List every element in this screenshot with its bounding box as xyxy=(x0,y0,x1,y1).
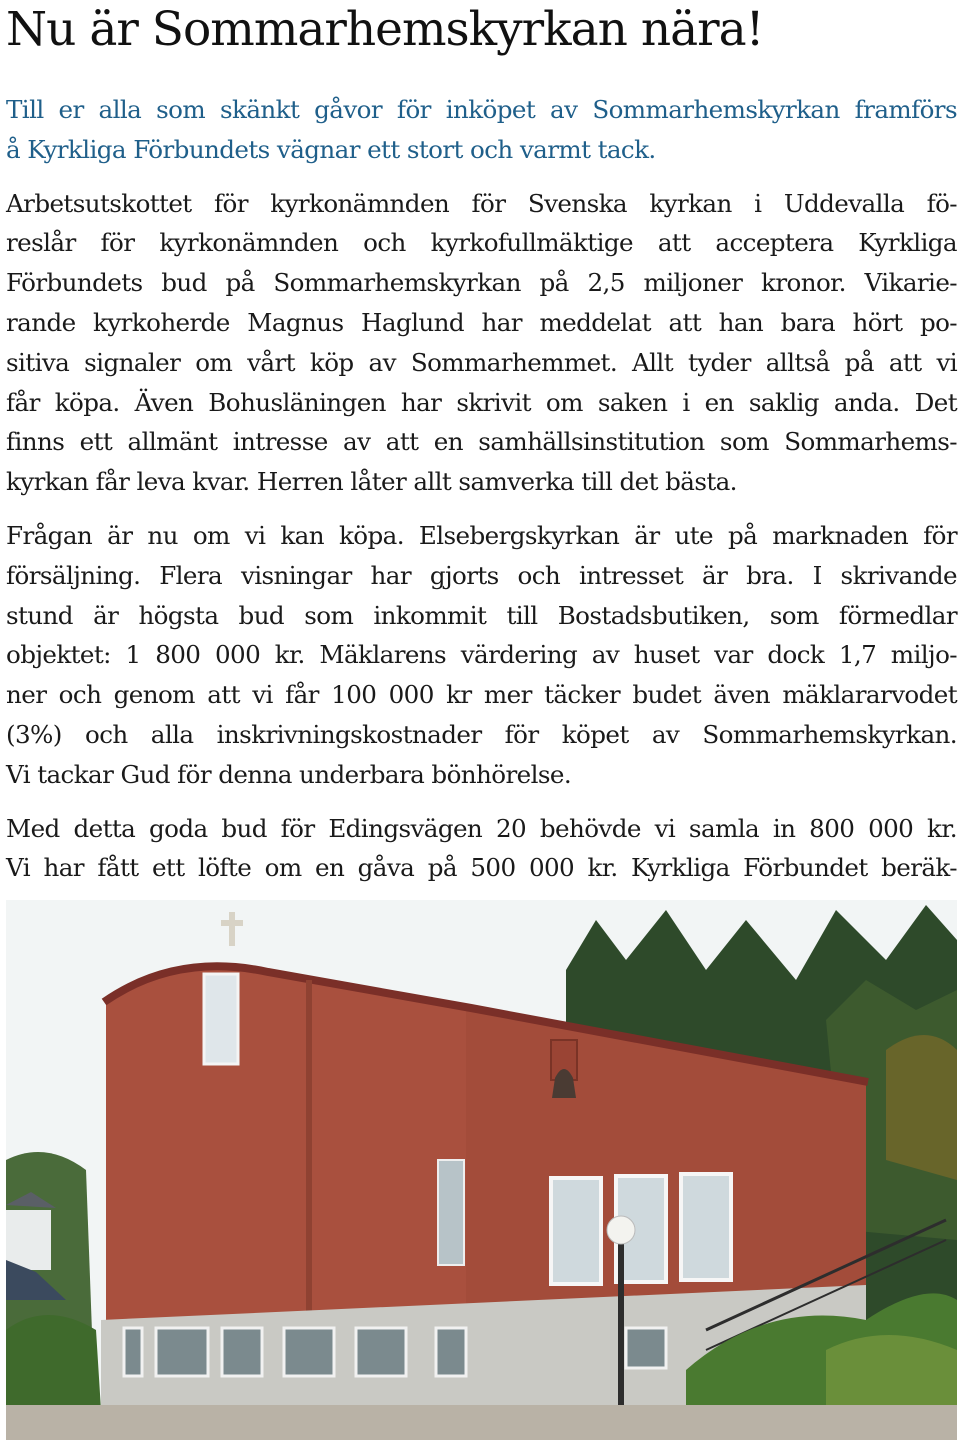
text-line: finns ett allmänt intresse av att en samhällsinstitution som Sommarhems- xyxy=(6,427,957,457)
text-line: Frågan är nu om vi kan köpa. Elsebergskyrkan är ute på marknaden för xyxy=(6,520,957,550)
church-illustration xyxy=(6,900,957,1440)
text-line: reslår för kyrkonämnden och kyrkofullmäktige att acceptera Kyrkliga xyxy=(6,228,957,258)
text-line: Vi tackar Gud för denna underbara bönhörelse. xyxy=(6,759,572,789)
text-line: objektet: 1 800 000 kr. Mäklarens värdering av huset var dock 1,7 miljo- xyxy=(6,640,957,670)
text-line: ner och genom att vi får 100 000 kr mer täcker budet även mäklararvodet xyxy=(6,680,957,710)
text-line: Vi har fått ett löfte om en gåva på 500 000 kr. Kyrkliga Förbundet beräk- xyxy=(6,853,957,883)
text-line: sitiva signaler om vårt köp av Sommarhemmet. Allt tyder alltså på att vi xyxy=(6,347,957,377)
church-photo xyxy=(6,900,957,1440)
text-line: Med detta goda bud för Edingsvägen 20 behövde vi samla in 800 000 kr. xyxy=(6,813,957,843)
text-line: å Kyrkliga Förbundets vägnar ett stort och varmt tack. xyxy=(6,134,656,164)
text-line: (3%) och alla inskrivningskostnader för köpet av Sommarhemskyrkan. xyxy=(6,719,957,749)
text-line: får köpa. Även Bohusläningen har skrivit om saken i en saklig anda. Det xyxy=(6,387,957,417)
body-paragraph xyxy=(6,809,957,889)
body-paragraph xyxy=(6,184,957,502)
text-line: Arbetsutskottet för kyrkonämnden för Svenska kyrkan i Uddevalla fö- xyxy=(6,188,957,218)
lead-paragraph xyxy=(6,90,957,170)
text-line: Förbundets bud på Sommarhemskyrkan på 2,5 miljoner kronor. Vikarie- xyxy=(6,268,957,298)
text-line: kyrkan får leva kvar. Herren låter allt samverka till det bästa. xyxy=(6,467,737,497)
text-line: försäljning. Flera visningar har gjorts och intresset är bra. I skrivande xyxy=(6,560,957,590)
article-body xyxy=(6,90,957,902)
text-line: stund är högsta bud som inkommit till Bostadsbutiken, som förmedlar xyxy=(6,600,957,630)
body-paragraph xyxy=(6,516,957,795)
article-title: Nu är Sommarhemskyrkan nära! xyxy=(6,2,764,57)
text-line: Till er alla som skänkt gåvor för inköpet av Sommarhemskyrkan framförs xyxy=(6,95,957,124)
text-line: rande kyrkoherde Magnus Haglund har meddelat att han bara hört po- xyxy=(6,307,957,337)
